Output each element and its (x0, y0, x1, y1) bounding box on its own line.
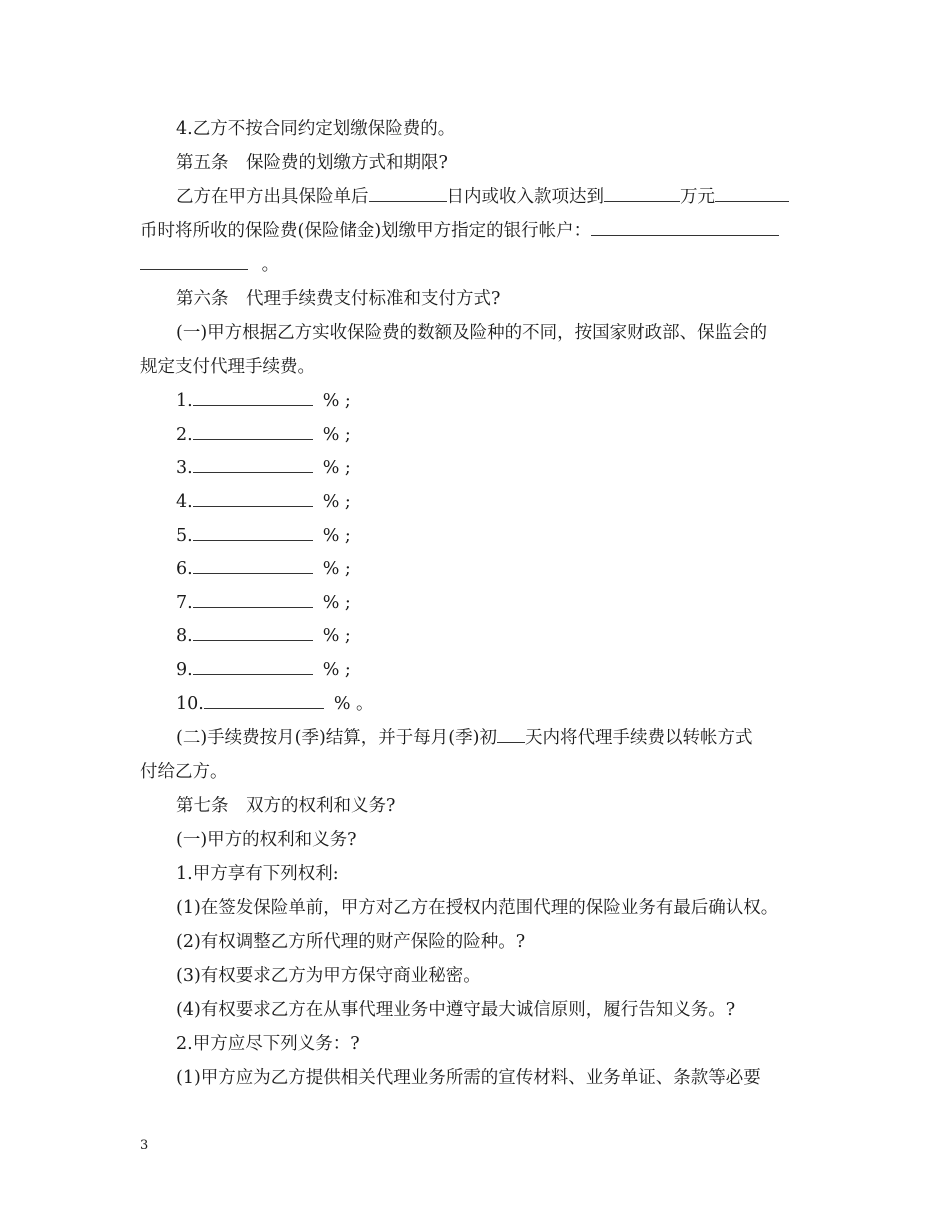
fill-blank (604, 185, 680, 202)
fill-blank (369, 185, 447, 202)
fill-blank (204, 692, 324, 709)
clause-line: 1.甲方享有下列权利: (176, 864, 339, 884)
fill-blank (193, 524, 313, 541)
fill-blank (193, 423, 313, 440)
rate-number: 3. (176, 458, 193, 478)
rate-suffix: % ; (322, 626, 351, 646)
clause-line: (一)甲方的权利和义务? (176, 830, 357, 850)
clause-text: 。 (261, 255, 280, 275)
fill-blank (193, 389, 313, 406)
clause-text: 日内或收入款项达到 (446, 187, 604, 207)
fill-blank (193, 456, 313, 473)
rate-number: 2. (176, 425, 193, 445)
article-heading: 第六条 代理手续费支付标准和支付方式? (176, 289, 501, 309)
rate-item (176, 624, 812, 648)
rate-number: 7. (176, 593, 193, 613)
rate-number: 1. (176, 391, 193, 411)
fill-blank (193, 591, 313, 608)
rate-item (176, 423, 812, 447)
fill-blank (497, 726, 525, 743)
page-number: 3 (140, 1138, 149, 1153)
clause-text: (二)手续费按月(季)结算，并于每月(季)初 (176, 728, 497, 748)
rate-suffix: % ; (322, 526, 351, 546)
clause-text: 天内将代理手续费以转帐方式 (524, 728, 753, 748)
clause-line (140, 253, 812, 277)
rate-item (176, 456, 812, 480)
rate-number: 8. (176, 626, 193, 646)
clause-text: 乙方在甲方出具保险单后 (176, 187, 369, 207)
rate-item (176, 591, 812, 615)
rate-suffix: % ; (322, 458, 351, 478)
clause-line: 4.乙方不按合同约定划缴保险费的。 (176, 119, 456, 139)
fill-blank (193, 557, 313, 574)
rate-item (176, 389, 812, 413)
rate-item (176, 524, 812, 548)
rate-suffix: % ; (322, 559, 351, 579)
fill-blank (193, 490, 313, 507)
rate-suffix: % ; (322, 391, 351, 411)
rate-item (176, 658, 812, 682)
rate-suffix: % 。 (333, 694, 374, 714)
rate-suffix: % ; (322, 425, 351, 445)
clause-line: (2)有权调整乙方所代理的财产保险的险种。? (176, 932, 526, 952)
rate-number: 5. (176, 526, 193, 546)
rate-number: 10. (176, 694, 204, 714)
fill-blank (140, 253, 248, 270)
article-heading: 第五条 保险费的划缴方式和期限? (176, 153, 448, 173)
fill-blank (715, 185, 789, 202)
clause-line: 规定支付代理手续费。 (140, 357, 315, 377)
rate-item (176, 557, 812, 581)
article-heading: 第七条 双方的权利和义务? (176, 796, 396, 816)
rate-item (176, 490, 812, 514)
rate-suffix: % ; (322, 593, 351, 613)
rate-suffix: % ; (322, 492, 351, 512)
rate-number: 6. (176, 559, 193, 579)
clause-line: 2.甲方应尽下列义务：? (176, 1034, 360, 1054)
clause-line (176, 726, 812, 750)
clause-text: 万元 (680, 187, 715, 207)
rate-suffix: % ; (322, 660, 351, 680)
rate-number: 9. (176, 660, 193, 680)
clause-line (140, 219, 812, 243)
clause-line: (一)甲方根据乙方实收保险费的数额及险种的不同，按国家财政部、保监会的 (176, 323, 768, 343)
clause-line: 付给乙方。 (140, 762, 228, 782)
clause-text: 币时将所收的保险费(保险储金)划缴甲方指定的银行帐户： (140, 221, 592, 241)
clause-line (176, 185, 812, 209)
clause-line: (3)有权要求乙方为甲方保守商业秘密。 (176, 966, 481, 986)
fill-blank (193, 658, 313, 675)
clause-line: (1)甲方应为乙方提供相关代理业务所需的宣传材料、业务单证、条款等必要 (176, 1068, 761, 1088)
clause-line: (4)有权要求乙方在从事代理业务中遵守最大诚信原则，履行告知义务。? (176, 1000, 736, 1020)
clause-line: (1)在签发保险单前，甲方对乙方在授权内范围代理的保险业务有最后确认权。 (176, 898, 779, 918)
fill-blank (193, 624, 313, 641)
fill-blank (591, 219, 779, 236)
rate-number: 4. (176, 492, 193, 512)
rate-item (176, 692, 812, 716)
